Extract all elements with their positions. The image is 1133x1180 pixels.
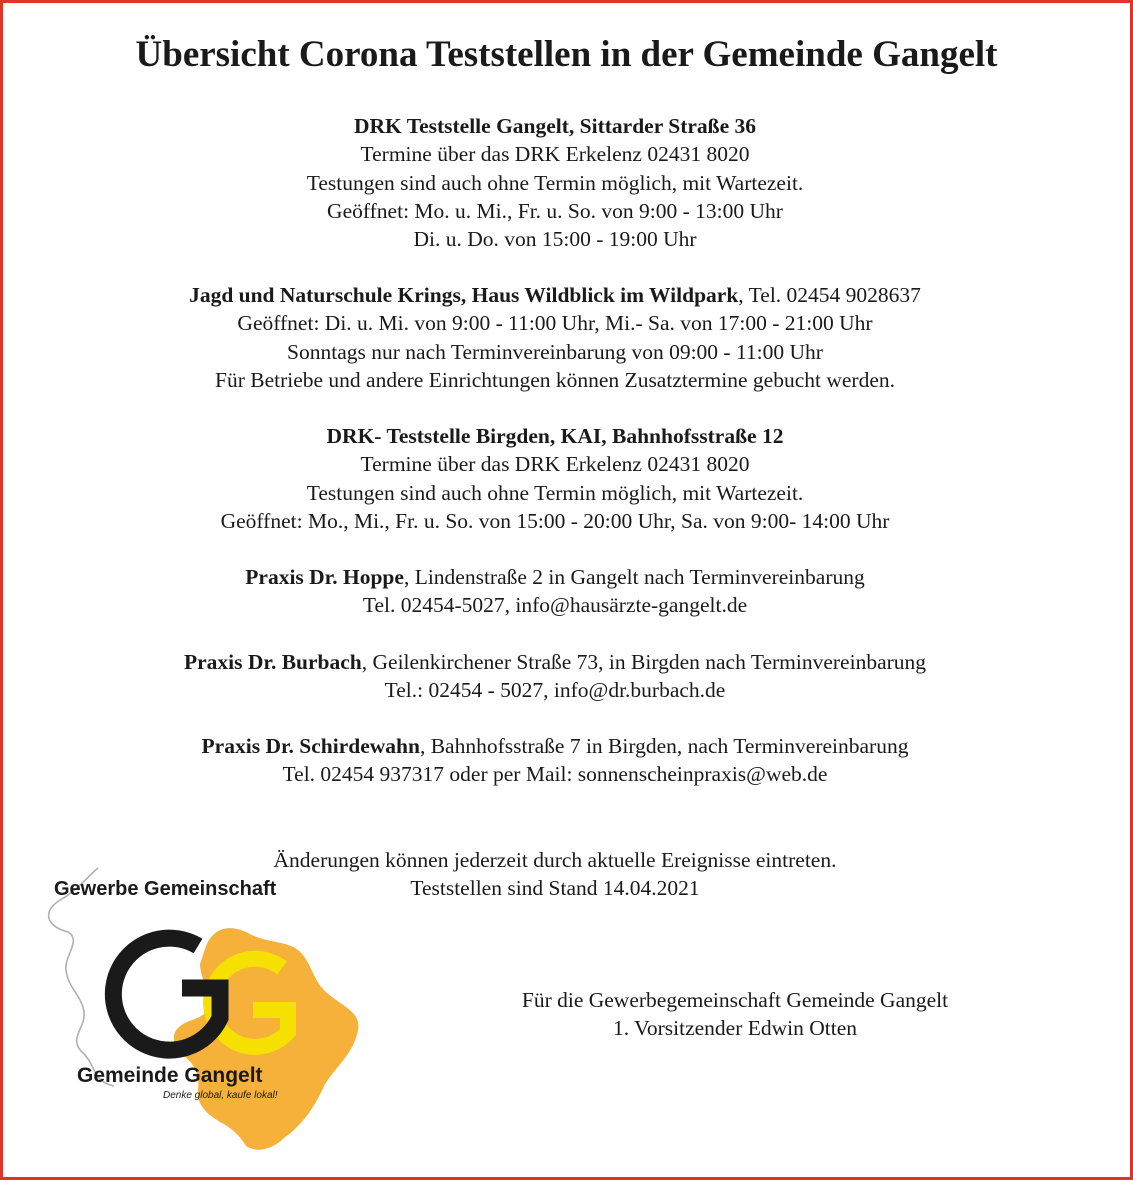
drk-birgden-section (0, 422, 1110, 535)
notice-line2: Teststellen sind Stand 14.04.2021 (410, 876, 700, 901)
krings-line1: Geöffnet: Di. u. Mi. von 9:00 - 11:00 Uhr, Mi.- Sa. von 17:00 - 21:00 Uhr (237, 311, 873, 336)
notice-line1: Änderungen können jederzeit durch aktuelle Ereignisse eintreten. (273, 848, 837, 872)
drk-gangelt-line1: Termine über das DRK Erkelenz 02431 8020 (360, 142, 750, 167)
drk-birgden-line2: Testungen sind auch ohne Termin möglich, mit Wartezeit. (306, 480, 804, 505)
drk-birgden-line3: Geöffnet: Mo., Mi., Fr. u. So. von 15:00 - 20:00 Uhr, Sa. von 9:00- 14:00 Uhr (220, 508, 890, 533)
krings-phone: , Tel. 02454 9028637 (738, 283, 921, 307)
schirdewahn-contact: Tel. 02454 937317 oder per Mail: sonnenscheinpraxis@web.de (282, 762, 828, 787)
krings-line2: Sonntags nur nach Terminvereinbarung von 09:00 - 11:00 Uhr (287, 339, 823, 364)
hoppe-contact: Tel. 02454-5027, info@hausärzte-gangelt.de (362, 593, 748, 618)
schirdewahn-name: Praxis Dr. Schirdewahn (201, 734, 420, 758)
burbach-section (0, 648, 1110, 705)
burbach-contact: Tel.: 02454 - 5027, info@dr.burbach.de (384, 678, 726, 703)
krings-section (0, 281, 1110, 394)
burbach-address: , Geilenkirchener Straße 73, in Birgden nach Terminvereinbarung (361, 650, 927, 674)
logo-slogan: Denke global, kaufe lokal! (163, 1090, 278, 1101)
notice-section (0, 846, 1110, 903)
drk-gangelt-name: DRK Teststelle Gangelt, Sittarder Straße 36 (353, 114, 757, 138)
signature-section (180, 986, 1133, 1043)
drk-gangelt-section (0, 112, 1110, 253)
hoppe-address: , Lindenstraße 2 in Gangelt nach Terminvereinbarung (403, 565, 865, 589)
drk-birgden-line1: Termine über das DRK Erkelenz 02431 8020 (360, 452, 750, 477)
hoppe-section (0, 563, 1110, 620)
krings-line3: Für Betriebe und andere Einrichtungen können Zusatztermine gebucht werden. (214, 367, 895, 392)
schirdewahn-section (0, 732, 1110, 789)
drk-gangelt-line2: Testungen sind auch ohne Termin möglich, mit Wartezeit. (306, 170, 804, 195)
hoppe-name: Praxis Dr. Hoppe (245, 565, 404, 589)
logo-bottom-text: Gemeinde Gangelt (77, 1064, 263, 1087)
drk-gangelt-line4: Di. u. Do. von 15:00 - 19:00 Uhr (413, 227, 697, 252)
signature-line1: Für die Gewerbegemeinschaft Gemeinde Gangelt (521, 988, 949, 1012)
logo-top-text: Gewerbe Gemeinschaft (54, 878, 277, 900)
drk-birgden-name: DRK- Teststelle Birgden, KAI, Bahnhofsstraße 12 (326, 424, 784, 448)
signature-line2: 1. Vorsitzender Edwin Otten (612, 1016, 858, 1041)
schirdewahn-address: , Bahnhofsstraße 7 in Birgden, nach Terminvereinbarung (419, 734, 909, 758)
burbach-name: Praxis Dr. Burbach (183, 650, 362, 674)
krings-name: Jagd und Naturschule Krings, Haus Wildblick im Wildpark (189, 283, 739, 307)
drk-gangelt-line3: Geöffnet: Mo. u. Mi., Fr. u. So. von 9:00 - 13:00 Uhr (327, 198, 783, 223)
page-title: Übersicht Corona Teststellen in der Gemeinde Gangelt (135, 34, 998, 75)
